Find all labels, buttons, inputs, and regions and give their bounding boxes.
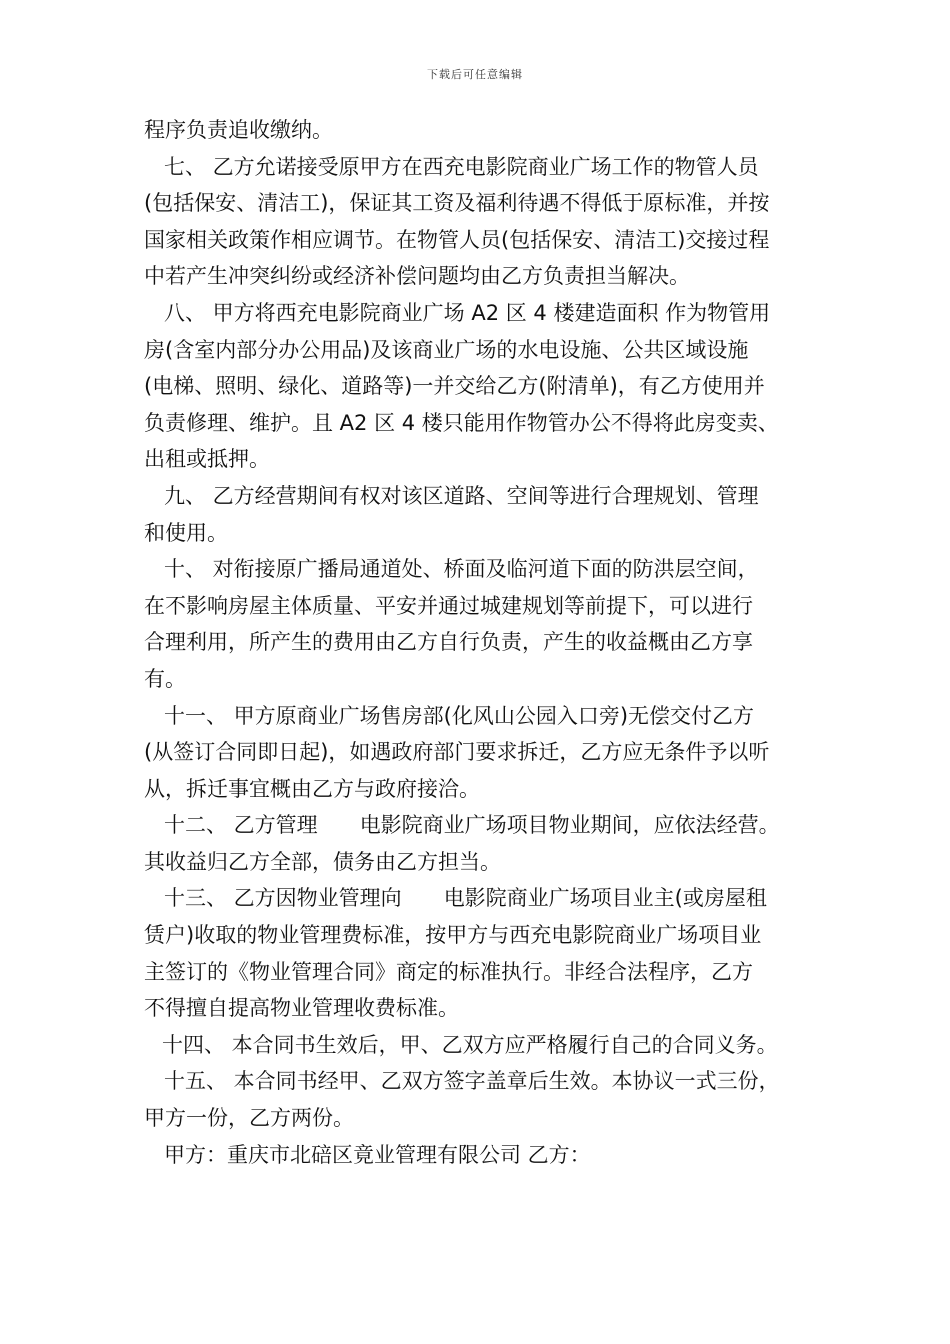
text-line: 甲方一份，乙方两份。 (144, 1106, 354, 1131)
clause-13-line (144, 880, 824, 917)
text-line: 房(含室内部分办公用品)及该商业广场的水电设施、公共区域设施 (144, 337, 749, 362)
text-line: 在不影响房屋主体质量、平安并通过城建规划等前提下，可以进行 (144, 593, 753, 618)
clause-11-line: 十一、 甲方原商业广场售房部(化风山公园入口旁)无偿交付乙方 (164, 703, 755, 728)
text-line: (电梯、照明、绿化、道路等)一并交给乙方(附清单)，有乙方使用并 (144, 374, 765, 399)
page-header: 下载后可任意编辑 (427, 68, 523, 81)
text-line: 和使用。 (144, 520, 228, 545)
text-line: 其收益归乙方全部，债务由乙方担当。 (144, 849, 501, 874)
contract-body (144, 112, 824, 1173)
text-line: 中若产生冲突纠纷或经济补偿问题均由乙方负责担当解决。 (144, 264, 690, 289)
clause-15-line: 十五、 本合同书经甲、乙双方签字盖章后生效。本协议一式三份， (164, 1069, 780, 1094)
clause-7-line: 七、 乙方允诺接受原甲方在西充电影院商业广场工作的物管人员 (164, 154, 759, 179)
clause-12-part-b: 电影院商业广场项目物业期间，应依法经营。 (359, 813, 780, 838)
text-line: 不得擅自提高物业管理收费标准。 (144, 996, 459, 1021)
clause-8-line: 八、 甲方将西充电影院商业广场 A2 区 4 楼建造面积 作为物管用 (164, 300, 771, 325)
clause-10-line: 十、 对衔接原广播局通道处、桥面及临河道下面的防洪层空间， (164, 557, 759, 582)
text-line: 国家相关政策作相应调节。在物管人员(包括保安、清洁工)交接过程 (144, 227, 770, 252)
text-line: 程序负责追收缴纳。 (144, 118, 333, 142)
text-line: 从，拆迁事宜概由乙方与政府接洽。 (144, 776, 480, 801)
clause-12-part-a: 十二、 乙方管理 (164, 813, 318, 838)
text-line: 合理利用，所产生的费用由乙方自行负责，产生的收益概由乙方享 (144, 630, 753, 655)
text-line: (从签订合同即日起)，如遇政府部门要求拆迁，乙方应无条件予以听 (144, 740, 770, 765)
text-line: 负责修理、维护。且 A2 区 4 楼只能用作物管办公不得将此房变卖、 (144, 410, 779, 435)
text-line: 出租或抵押。 (144, 447, 270, 472)
text-line: 主签订的《物业管理合同》商定的标准执行。非经合法程序，乙方 (144, 959, 753, 984)
clause-9-line: 九、 乙方经营期间有权对该区道路、空间等进行合理规划、管理 (164, 483, 759, 508)
text-line: 赁户)收取的物业管理费标准，按甲方与西充电影院商业广场项目业 (144, 923, 762, 948)
signature-line: 甲方：重庆市北碚区竟业管理有限公司 乙方： (164, 1142, 591, 1167)
clause-13-part-b: 电影院商业广场项目业主(或房屋租 (443, 886, 767, 911)
text-line: (包括保安、清洁工)，保证其工资及福利待遇不得低于原标准，并按 (144, 191, 770, 216)
text-line: 有。 (144, 666, 186, 691)
clause-12-line (144, 807, 824, 844)
clause-14-line: 十四、 本合同书生效后，甲、乙双方应严格履行自己的合同义务。 (162, 1032, 778, 1057)
clause-13-part-a: 十三、 乙方因物业管理向 (164, 886, 402, 911)
